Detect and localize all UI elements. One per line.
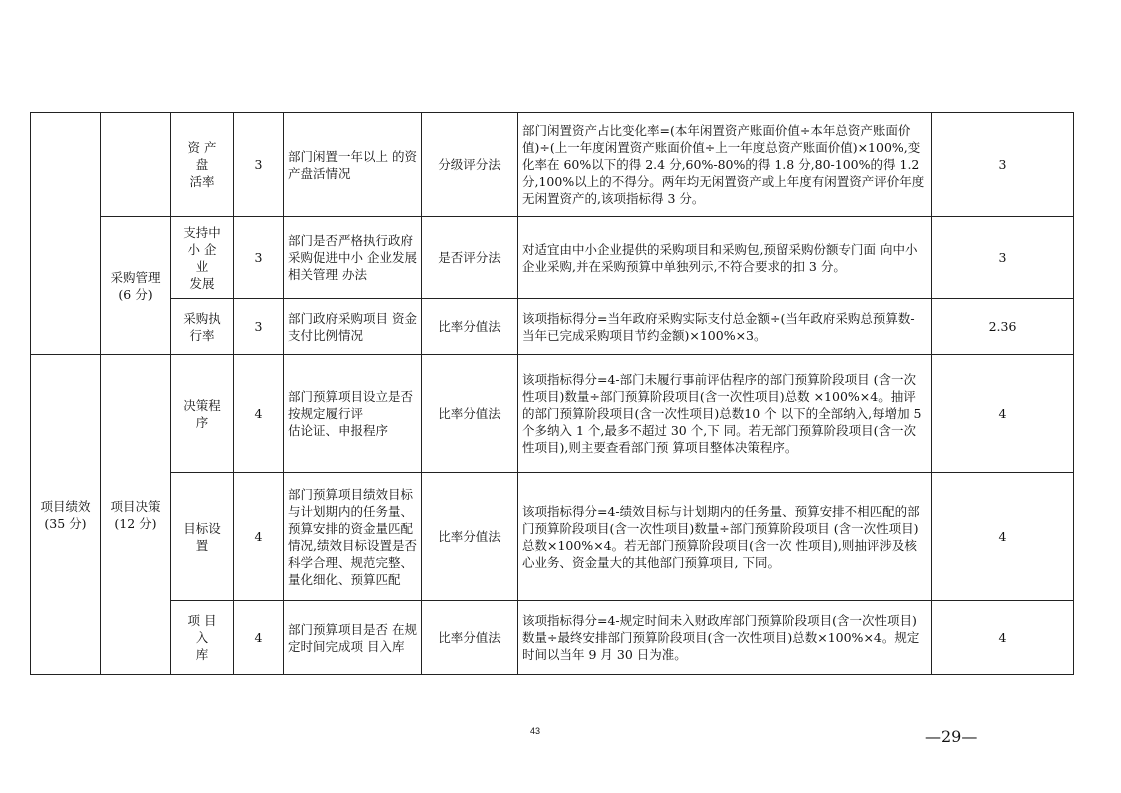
level2-cell-blank	[101, 113, 171, 217]
weight-cell: 4	[234, 355, 284, 473]
indicator-cell: 采购执 行率	[171, 299, 234, 355]
page-footer: —29—	[925, 727, 978, 746]
table-row-procurement-rate	[31, 299, 1074, 355]
content-cell: 部门闲置一年以上 的资产盘活情况	[284, 113, 422, 217]
standard-cell: 该项指标得分=4-规定时间未入财政库部门预算阶段项目(含一次性项目)数量÷最终安排部门预算阶段项目(含一次性项目)总数×100%×4。规定时间以当年 9 月 30 日为准。	[518, 601, 932, 675]
score-cell: 3	[932, 217, 1074, 299]
indicator-cell: 项 目 入 库	[171, 601, 234, 675]
level2-cell: 项目决策 (12 分)	[101, 355, 171, 675]
content-cell: 部门预算项目设立是否按规定履行评 估论证、申报程序	[284, 355, 422, 473]
level1-cell: 项目绩效 (35 分)	[31, 355, 101, 675]
score-cell: 4	[932, 473, 1074, 601]
weight-cell: 3	[234, 299, 284, 355]
method-cell: 比率分值法	[422, 299, 518, 355]
standard-cell: 部门闲置资产占比变化率=(本年闲置资产账面价值÷本年总资产账面价值)÷(上一年度闲置资产账面价值÷上一年度总资产账面价值)×100%,变化率在 60%以下的得 2.4 分,60%-80%的得 1.8 分,80-100%的得 1.2 分,100%以上的不得分。两年均无闲置资产或上年度有闲置资产评价年度无闲置资产的,该项指标得 3 分。	[518, 113, 932, 217]
score-cell: 4	[932, 355, 1074, 473]
content-cell: 部门预算项目是否 在规定时间完成项 目入库	[284, 601, 422, 675]
method-cell: 比率分值法	[422, 355, 518, 473]
standard-cell: 该项指标得分=4-绩效目标与计划期内的任务量、预算安排不相匹配的部门预算阶段项目(含一次性项目)数量÷部门预算阶段项目 (含一次性项目)总数×100%×4。若无部门预算阶段项目(含一次 性项目),则抽评涉及核心业务、资金量大的其他部门预算项目, 下同。	[518, 473, 932, 601]
method-cell: 分级评分法	[422, 113, 518, 217]
content-cell: 部门政府采购项目 资金支付比例情况	[284, 299, 422, 355]
weight-cell: 3	[234, 217, 284, 299]
method-cell: 比率分值法	[422, 473, 518, 601]
weight-cell: 4	[234, 473, 284, 601]
table-row-decision-procedure	[31, 355, 1074, 473]
indicator-cell: 决策程 序	[171, 355, 234, 473]
table-row-project-warehousing	[31, 601, 1074, 675]
content-cell: 部门是否严格执行政府采购促进中小 企业发展相关管理 办法	[284, 217, 422, 299]
method-cell: 比率分值法	[422, 601, 518, 675]
score-cell: 2.36	[932, 299, 1074, 355]
score-cell: 3	[932, 113, 1074, 217]
content-cell: 部门预算项目绩效目标与计划期内的任务量、预算安排的资金量匹配情况,绩效目标设置是否科学合理、规范完整、量化细化、预算匹配	[284, 473, 422, 601]
standard-cell: 对适宜由中小企业提供的采购项目和采购包,预留采购份额专门面 向中小企业采购,并在采购预算中单独列示,不符合要求的扣 3 分。	[518, 217, 932, 299]
standard-cell: 该项指标得分=4-部门未履行事前评估程序的部门预算阶段项目 (含一次性项目)数量÷部门预算阶段项目(含一次性项目)总数 ×100%×4。抽评的部门预算阶段项目(含一次性项目)总数10 个 以下的全部纳入,每增加 5 个多纳入 1 个,最多不超过 30 个,下 同。若无部门预算阶段项目(含一次性项目),则主要查看部门预 算项目整体决策程序。	[518, 355, 932, 473]
indicator-cell: 资 产 盘 活率	[171, 113, 234, 217]
page-number: 43	[530, 726, 541, 736]
method-cell: 是否评分法	[422, 217, 518, 299]
score-cell: 4	[932, 601, 1074, 675]
level2-cell: 采购管理 (6 分)	[101, 217, 171, 355]
table-row-sme	[31, 217, 1074, 299]
indicator-cell: 目标设 置	[171, 473, 234, 601]
weight-cell: 4	[234, 601, 284, 675]
table-row-target-setting	[31, 473, 1074, 601]
evaluation-table	[30, 112, 1074, 675]
indicator-cell: 支持中 小 企 业 发展	[171, 217, 234, 299]
level1-cell-blank	[31, 113, 101, 355]
standard-cell: 该项指标得分=当年政府采购实际支付总金额÷(当年政府采购总预算数-当年已完成采购项目节约金额)×100%×3。	[518, 299, 932, 355]
table-row-asset	[31, 113, 1074, 217]
weight-cell: 3	[234, 113, 284, 217]
